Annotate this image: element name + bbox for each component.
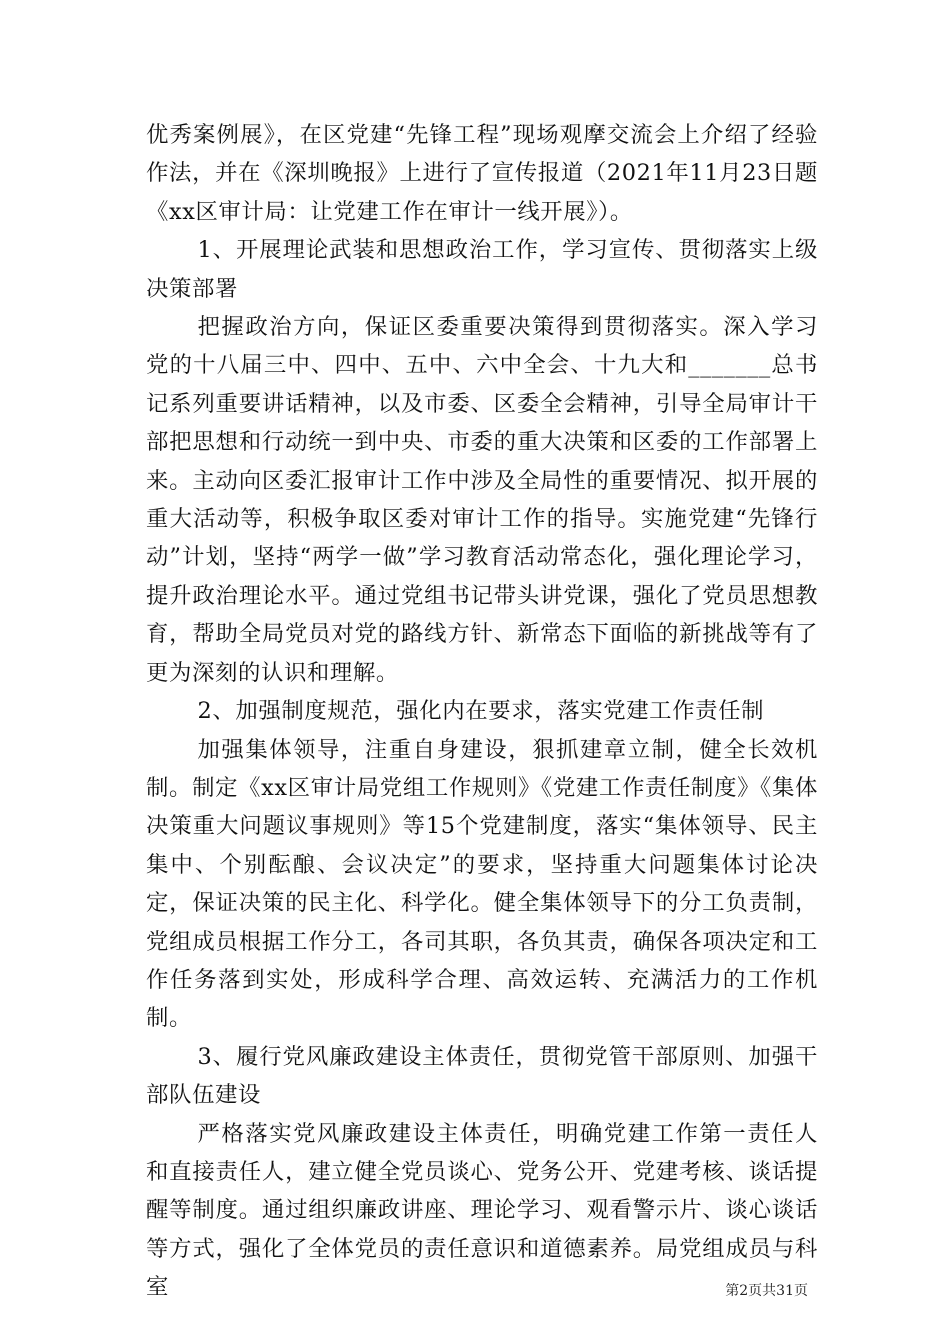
page-number-footer: 第2页共31页 [725,1283,808,1299]
paragraph-item-2-body: 加强集体领导，注重自身建设，狠抓建章立制，健全长效机制。制定《xx区审计局党组工作规则》《党建工作责任制度》《集体决策重大问题议事规则》等15个党建制度，落实“集体领导、民主集中、个别酝酿、会议决定”的要求，坚持重大问题集体讨论决定，保证决策的民主化、科学化。健全集体领导下的分工负责制，党组成员根据工作分工，各司其职，各负其责，确保各项决定和工作任务落到实处，形成科学合理、高效运转、充满活力的工作机制。 [146,736,818,1032]
paragraph-item-3-body: 严格落实党风廉政建设主体责任，明确党建工作第一责任人和直接责任人，建立健全党员谈心、党务公开、党建考核、谈话提醒等制度。通过组织廉政讲座、理论学习、观看警示片、谈心谈话等方式，强化了全体党员的责任意识和道德素养。局党组成员与科室 [146,1120,818,1301]
paragraph-intro-continuation: 优秀案例展》，在区党建“先锋工程”现场观摩交流会上介绍了经验作法，并在《深圳晚报》上进行了宣传报道（2021年11月23日题《xx区审计局：让党建工作在审计一线开展》）。 [146,122,818,225]
document-body [146,116,818,1307]
heading-item-3: 3、履行党风廉政建设主体责任，贯彻党管干部原则、加强干部队伍建设 [146,1043,818,1109]
paragraph-item-1-body: 把握政治方向，保证区委重要决策得到贯彻落实。深入学习党的十八届三中、四中、五中、六中全会、十九大和_______总书记系列重要讲话精神，以及市委、区委全会精神，引导全局审计干部把思想和行动统一到中央、市委的重大决策和区委的工作部署上来。主动向区委汇报审计工作中涉及全局性的重要情况、拟开展的重大活动等，积极争取区委对审计工作的指导。实施党建“先锋行动”计划，坚持“两学一做”学习教育活动常态化，强化理论学习，提升政治理论水平。通过党组书记带头讲党课，强化了党员思想教育，帮助全局党员对党的路线方针、新常态下面临的新挑战等有了更为深刻的认识和理解。 [146,314,818,686]
heading-item-2: 2、加强制度规范，强化内在要求，落实党建工作责任制 [197,698,765,725]
heading-item-1: 1、开展理论武装和思想政治工作，学习宣传、贯彻落实上级决策部署 [146,237,818,302]
